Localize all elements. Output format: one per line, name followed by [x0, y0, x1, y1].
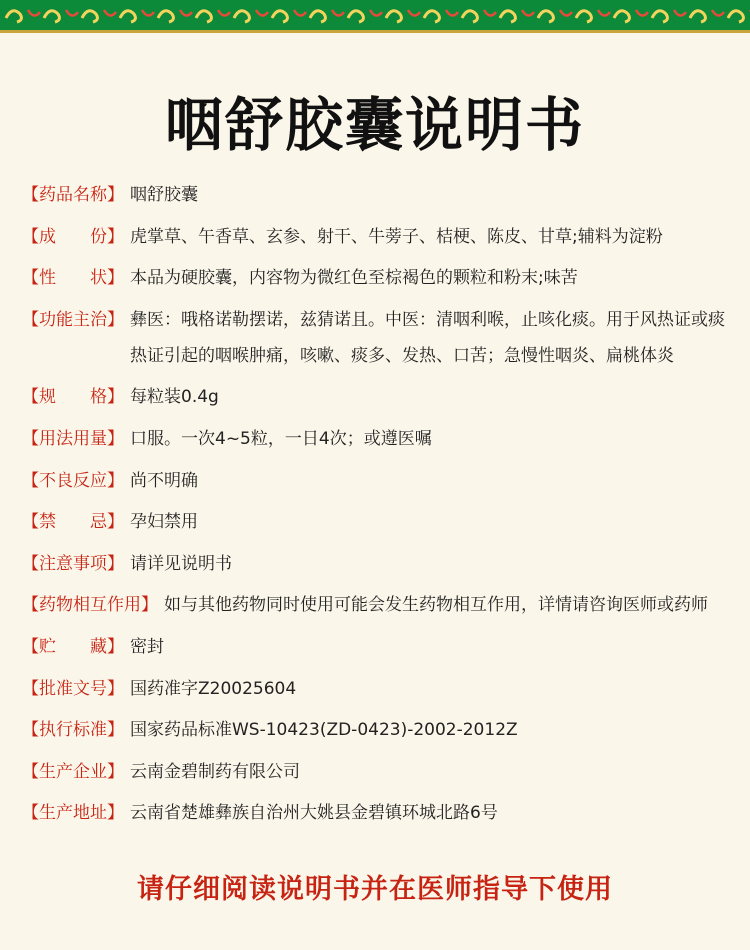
instruction-list	[22, 182, 728, 842]
footer-notice: 请仔细阅读说明书并在医师指导下使用	[137, 874, 613, 905]
swirl-mark	[196, 11, 211, 22]
swirl-mark	[598, 10, 610, 16]
info-row	[22, 509, 728, 540]
row-value: 国家药品标准WS-10423(ZD-0423)-2002-2012Z	[130, 720, 518, 741]
row-label: 【不良反应】	[22, 470, 124, 491]
swirl-mark	[538, 11, 553, 22]
row-label: 【执行标准】	[22, 720, 124, 741]
swirl-mark	[44, 11, 59, 22]
swirl-mark	[462, 11, 477, 22]
row-label-text: 药品名称	[39, 185, 107, 205]
info-row	[22, 551, 728, 582]
swirl-mark	[636, 10, 648, 16]
row-value: 云南省楚雄彝族自治州大姚县金碧镇环城北路6号	[130, 803, 498, 824]
swirl-mark	[424, 11, 439, 22]
swirl-mark	[66, 10, 78, 16]
swirl-mark	[614, 11, 629, 22]
swirl-mark	[272, 11, 287, 22]
row-label: 【生产企业】	[22, 761, 124, 782]
swirl-mark	[386, 11, 401, 22]
info-row	[22, 307, 728, 374]
swirl-mark	[180, 10, 192, 16]
swirl-mark	[332, 10, 344, 16]
swirl-mark	[348, 11, 363, 22]
row-label-text: 注意事项	[39, 553, 107, 574]
swirl-mark	[690, 11, 705, 22]
row-value: 如与其他药物同时使用可能会发生药物相互作用，详情请咨询医师或药师	[164, 595, 708, 616]
decorative-border-band	[0, 0, 750, 33]
swirl-mark	[652, 11, 667, 22]
swirl-pattern-icon	[0, 0, 750, 30]
info-row	[22, 224, 728, 255]
row-label-text: 药物相互作用	[39, 595, 141, 616]
row-value: 国药准字Z20025604	[130, 678, 297, 699]
row-label-text: 执行标准	[39, 720, 107, 741]
row-label: 【生产地址】	[22, 803, 124, 824]
info-row	[22, 265, 728, 296]
row-label-text: 不良反应	[39, 470, 107, 491]
swirl-mark	[446, 10, 458, 16]
row-label: 【禁 忌】	[22, 512, 124, 533]
swirl-mark	[120, 11, 135, 22]
row-label: 【药物相互作用】	[22, 595, 158, 616]
info-row	[22, 384, 728, 415]
row-value: 密封	[130, 636, 164, 657]
info-row	[22, 634, 728, 665]
info-row	[22, 468, 728, 499]
row-label: 【注意事项】	[22, 553, 124, 574]
row-label-text: 禁 忌	[39, 512, 107, 533]
row-label: 【规 格】	[22, 387, 124, 408]
swirl-mark	[712, 10, 724, 16]
swirl-mark	[28, 10, 40, 16]
row-label: 【性 状】	[22, 268, 124, 289]
swirl-mark	[294, 10, 306, 16]
swirl-mark	[484, 10, 496, 16]
row-label-text: 生产地址	[39, 803, 107, 824]
swirl-mark	[158, 11, 173, 22]
swirl-mark	[256, 10, 268, 16]
row-label-text: 性 状	[39, 268, 107, 289]
row-value: 本品为硬胶囊，内容物为微红色至棕褐色的颗粒和粉末;味苦	[130, 268, 578, 289]
swirl-mark	[522, 10, 534, 16]
row-value: 尚不明确	[130, 470, 198, 491]
row-value: 云南金碧制药有限公司	[130, 761, 300, 782]
swirl-mark	[560, 10, 572, 16]
swirl-mark	[408, 10, 420, 16]
info-row	[22, 759, 728, 790]
swirl-mark	[370, 10, 382, 16]
swirl-mark	[104, 10, 116, 16]
swirl-mark	[500, 11, 515, 22]
swirl-mark	[576, 11, 591, 22]
row-value: 请详见说明书	[130, 553, 232, 574]
swirl-mark	[82, 11, 97, 22]
swirl-mark	[728, 11, 743, 22]
row-label-text: 贮 藏	[39, 636, 107, 657]
row-value: 孕妇禁用	[130, 512, 198, 533]
swirl-mark	[310, 11, 325, 22]
row-value: 咽舒胶囊	[130, 185, 198, 205]
row-label-text: 规 格	[39, 387, 107, 408]
info-row	[22, 592, 728, 623]
swirl-mark	[6, 11, 21, 22]
info-row	[22, 717, 728, 748]
row-value: 虎掌草、午香草、玄参、射干、牛蒡子、桔梗、陈皮、甘草;辅料为淀粉	[130, 226, 663, 247]
row-value: 彝医：哦格诺勒摆诺，兹猜诺且。中医：清咽利喉，止咳化痰。用于风热证或痰热证引起的咽喉肿痛，咳嗽、痰多、发热、口苦；急慢性咽炎、扁桃体炎	[130, 309, 725, 366]
row-label-text: 成 份	[39, 226, 107, 247]
row-label: 【贮 藏】	[22, 636, 124, 657]
row-label-text: 用法用量	[39, 428, 107, 449]
row-label-text: 批准文号	[39, 678, 107, 699]
info-row	[22, 800, 728, 831]
row-label-text: 生产企业	[39, 761, 107, 782]
row-label: 【药品名称】	[22, 185, 124, 205]
row-label: 【成 份】	[22, 226, 124, 247]
row-label: 【功能主治】	[22, 309, 124, 330]
swirl-mark	[234, 11, 249, 22]
page-title: 咽舒胶囊说明书	[164, 91, 585, 159]
swirl-mark	[218, 10, 230, 16]
info-row	[22, 182, 728, 213]
row-value: 口服。一次4~5粒，一日4次；或遵医嘱	[130, 428, 432, 449]
row-label: 【用法用量】	[22, 428, 124, 449]
row-label: 【批准文号】	[22, 678, 124, 699]
row-value: 每粒装0.4g	[130, 387, 219, 408]
swirl-mark	[142, 10, 154, 16]
info-row	[22, 676, 728, 707]
row-label-text: 功能主治	[39, 309, 107, 330]
swirl-mark	[674, 10, 686, 16]
info-row	[22, 426, 728, 457]
